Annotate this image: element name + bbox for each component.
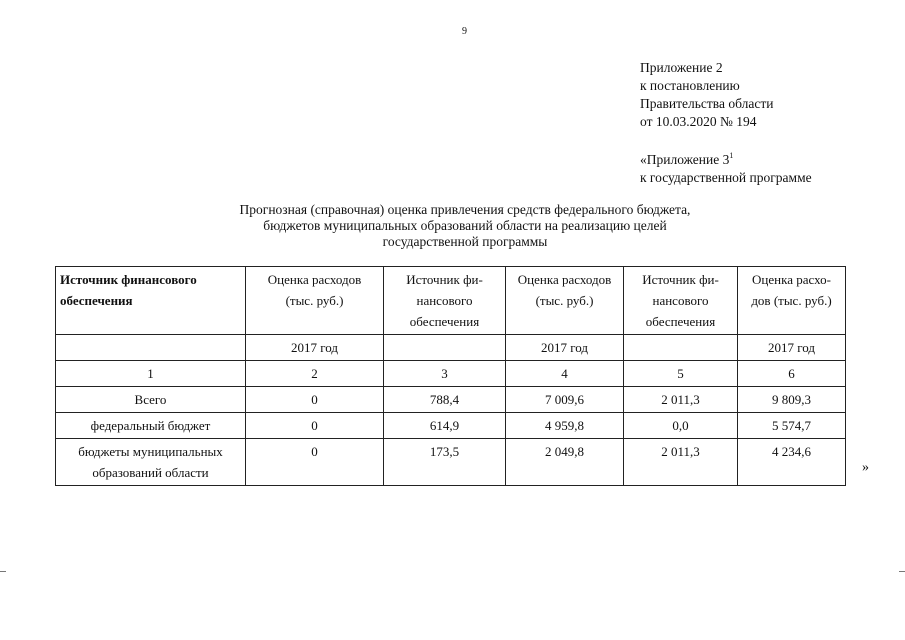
appendix-reference-superscript: 1 [729,151,734,160]
value-cell: 2 011,3 [624,439,738,486]
left-edge-mark [0,571,6,572]
appendix-reference-block [640,147,812,187]
header-line: обеспечения [409,314,480,329]
header-line: обеспечения [60,293,133,308]
value-cell: 173,5 [384,439,506,486]
header-cell [56,267,246,335]
table-header-row [56,267,846,335]
value-cell: 0,0 [624,413,738,439]
value-cell: 4 234,6 [738,439,846,486]
header-line: нансового [652,293,709,308]
value-cell: 0 [246,387,384,413]
year-cell: 2017 год [246,335,384,361]
value-cell: 614,9 [384,413,506,439]
title-line: Прогнозная (справочная) оценка привлечения средств федерального бюджета, [239,202,691,217]
row-name-cell [56,439,246,486]
column-number-cell: 1 [56,361,246,387]
header-cell [246,267,384,335]
header-line: Оценка расходов [267,272,362,287]
header-cell [384,267,506,335]
year-cell [56,335,246,361]
column-number-cell: 6 [738,361,846,387]
value-cell: 2 011,3 [624,387,738,413]
header-cell [624,267,738,335]
value-cell: 0 [246,439,384,486]
header-line: Источник фи- [642,272,719,287]
appendix-reference-text: «Приложение 3 [640,152,730,167]
value-cell: 0 [246,413,384,439]
row-name-cell: Всего [56,387,246,413]
header-line: Источник фи- [406,272,483,287]
row-name-cell: федеральный бюджет [56,413,246,439]
header-line: Источник финансового [60,272,197,287]
table-row [56,439,846,486]
value-cell: 4 959,8 [506,413,624,439]
value-cell: 7 009,6 [506,387,624,413]
page-number: 9 [462,26,467,37]
column-number-cell: 3 [384,361,506,387]
header-line: Оценка расходов [517,272,612,287]
appendix-line: Правительства области [640,96,774,111]
year-cell: 2017 год [506,335,624,361]
title-line: государственной программы [382,234,548,249]
header-cell [738,267,846,335]
year-cell [624,335,738,361]
row-name-line: бюджеты муниципальных [78,444,223,459]
header-line: (тыс. руб.) [535,293,594,308]
funding-table [55,266,846,486]
header-line: обеспечения [645,314,716,329]
appendix-line: от 10.03.2020 № 194 [640,114,757,129]
document-title [150,202,780,250]
column-number-cell: 5 [624,361,738,387]
header-line: (тыс. руб.) [285,293,344,308]
year-cell: 2017 год [738,335,846,361]
closing-quote: » [862,460,869,475]
header-line: нансового [416,293,473,308]
table-row [56,413,846,439]
right-edge-mark [899,571,905,572]
header-cell [506,267,624,335]
title-line: бюджетов муниципальных образований области на реализацию целей [263,218,667,233]
table-column-numbers-row [56,361,846,387]
column-number-cell: 4 [506,361,624,387]
table-row [56,387,846,413]
column-number-cell: 2 [246,361,384,387]
value-cell: 788,4 [384,387,506,413]
appendix-block [640,59,773,131]
header-line: Оценка расхо- [752,272,831,287]
row-name-line: образований области [92,465,209,480]
value-cell: 5 574,7 [738,413,846,439]
value-cell: 9 809,3 [738,387,846,413]
appendix-reference-line [640,147,812,169]
header-line: дов (тыс. руб.) [751,293,832,308]
table-year-row [56,335,846,361]
value-cell: 2 049,8 [506,439,624,486]
year-cell [384,335,506,361]
appendix-reference-line: к государственной программе [640,170,812,185]
appendix-line: к постановлению [640,78,740,93]
appendix-line: Приложение 2 [640,60,723,75]
